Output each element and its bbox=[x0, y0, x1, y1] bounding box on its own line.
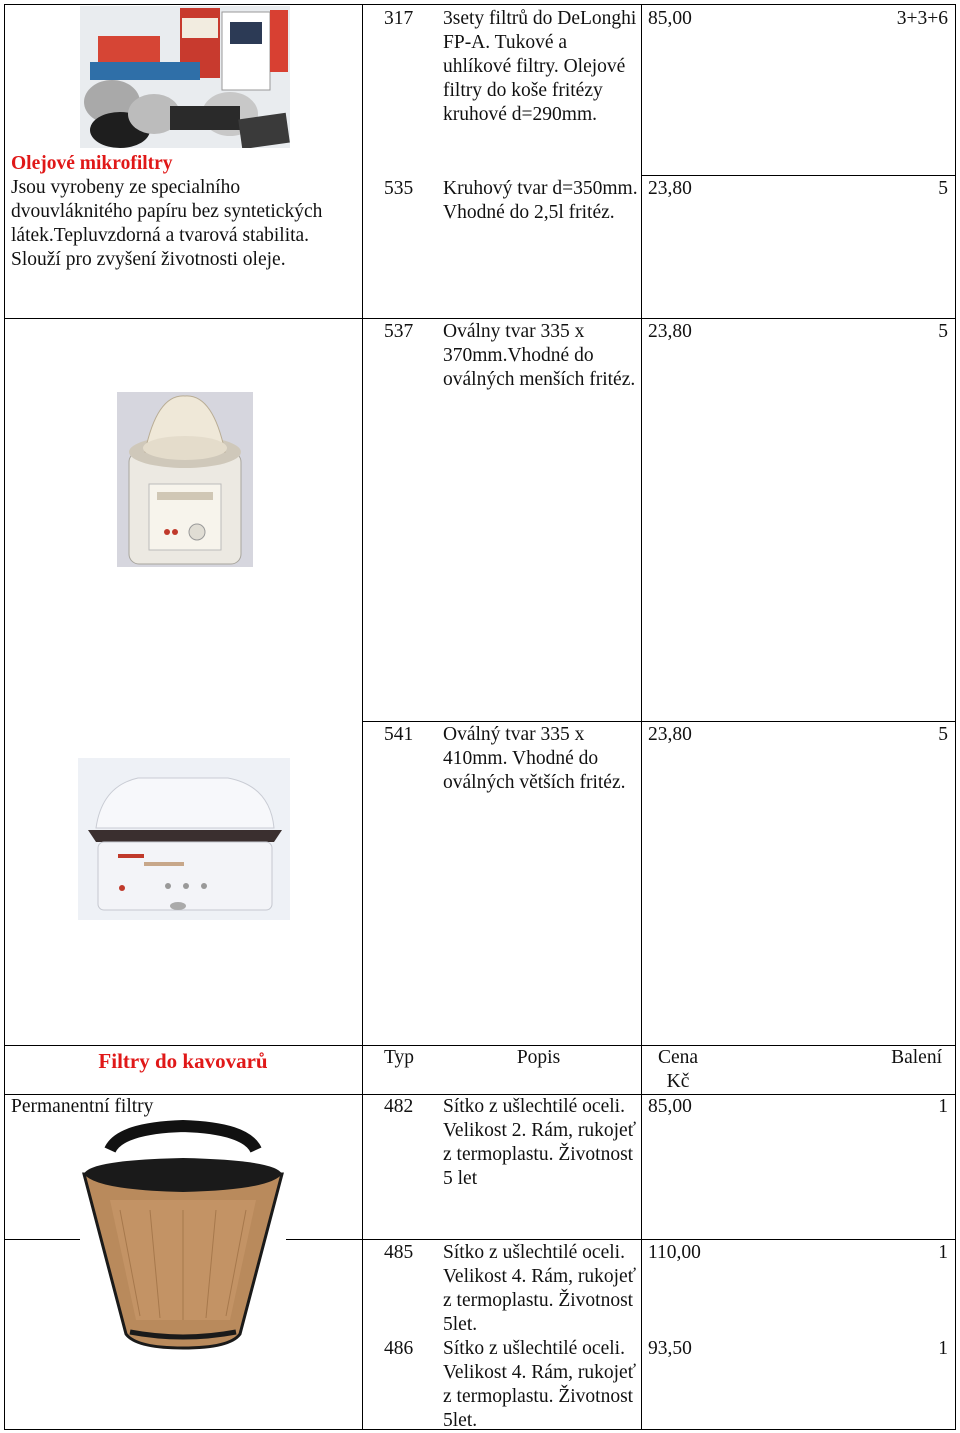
popis-482: Sítko z ušlechtilé oceli. Velikost 2. Rám, rukojeť z termoplastu. Životnost 5 let bbox=[443, 1096, 637, 1189]
baleni-485: 1 bbox=[938, 1242, 948, 1263]
typ-485: 485 bbox=[384, 1242, 414, 1263]
popis-535: Kruhový tvar d=350mm. Vhodné do 2,5l fritéz. bbox=[443, 178, 638, 223]
oval-fryer-image bbox=[78, 758, 290, 920]
cena-541: 23,80 bbox=[648, 724, 692, 745]
popis-485: Sítko z ušlechtilé oceli. Velikost 4. Rám, rukojeť z termoplastu. Životnost 5let. bbox=[443, 1242, 637, 1335]
popis-541: Oválný tvar 335 x 410mm. Vhodné do oválných větších fritéz. bbox=[443, 724, 626, 793]
header-typ: Typ bbox=[384, 1047, 415, 1068]
oil-filter-packages-image bbox=[80, 6, 290, 148]
popis-317: 3sety filtrů do DeLonghi FP-A. Tukové a uhlíkové filtry. Olejové filtry do koše fritézy kruhové d=290mm. bbox=[443, 8, 637, 125]
typ-535: 535 bbox=[384, 178, 414, 199]
baleni-486: 1 bbox=[938, 1338, 948, 1359]
row-divider bbox=[4, 318, 955, 319]
header-baleni: Balení bbox=[891, 1047, 942, 1068]
header-popis: Popis bbox=[516, 1047, 561, 1068]
section-description: Jsou vyrobeny ze specialního dvouvláknitého papíru bez syntetických látek.Tepluvzdorná a tvarová stabilita. Slouží pro zvyšení životnosti oleje. bbox=[11, 177, 323, 270]
table-border-left bbox=[4, 4, 5, 1430]
baleni-535: 5 bbox=[938, 178, 948, 199]
row-divider bbox=[362, 721, 955, 722]
baleni-537: 5 bbox=[938, 321, 948, 342]
header-cena: Cena Kč bbox=[657, 1047, 699, 1092]
baleni-541: 5 bbox=[938, 724, 948, 745]
cena-486: 93,50 bbox=[648, 1338, 692, 1359]
typ-541: 541 bbox=[384, 724, 414, 745]
cena-317: 85,00 bbox=[648, 8, 692, 29]
popis-486: Sítko z ušlechtilé oceli. Velikost 4. Rám, rukojeť z termoplastu. Životnost 5let. bbox=[443, 1338, 637, 1431]
section-title-coffee-filters: Filtry do kavovarů bbox=[98, 1049, 268, 1073]
permanent-coffee-filter-image bbox=[80, 1120, 286, 1350]
typ-537: 537 bbox=[384, 321, 414, 342]
cena-535: 23,80 bbox=[648, 178, 692, 199]
typ-482: 482 bbox=[384, 1096, 414, 1117]
baleni-482: 1 bbox=[938, 1096, 948, 1117]
cena-485: 110,00 bbox=[648, 1242, 701, 1263]
category-permanent-filters: Permanentní filtry bbox=[11, 1096, 154, 1117]
column-divider bbox=[641, 4, 642, 1430]
row-divider bbox=[641, 175, 955, 176]
section-title-oil-filters: Olejové mikrofiltry bbox=[11, 153, 173, 174]
column-divider bbox=[362, 4, 363, 1430]
baleni-317: 3+3+6 bbox=[896, 8, 948, 29]
cena-482: 85,00 bbox=[648, 1096, 692, 1117]
table-border-top bbox=[4, 4, 955, 5]
cena-537: 23,80 bbox=[648, 321, 692, 342]
table-border-right bbox=[955, 4, 956, 1430]
popis-537: Oválny tvar 335 x 370mm.Vhodné do oválných menších fritéz. bbox=[443, 321, 636, 390]
round-fryer-image bbox=[117, 392, 253, 567]
typ-486: 486 bbox=[384, 1338, 414, 1359]
typ-317: 317 bbox=[384, 8, 414, 29]
